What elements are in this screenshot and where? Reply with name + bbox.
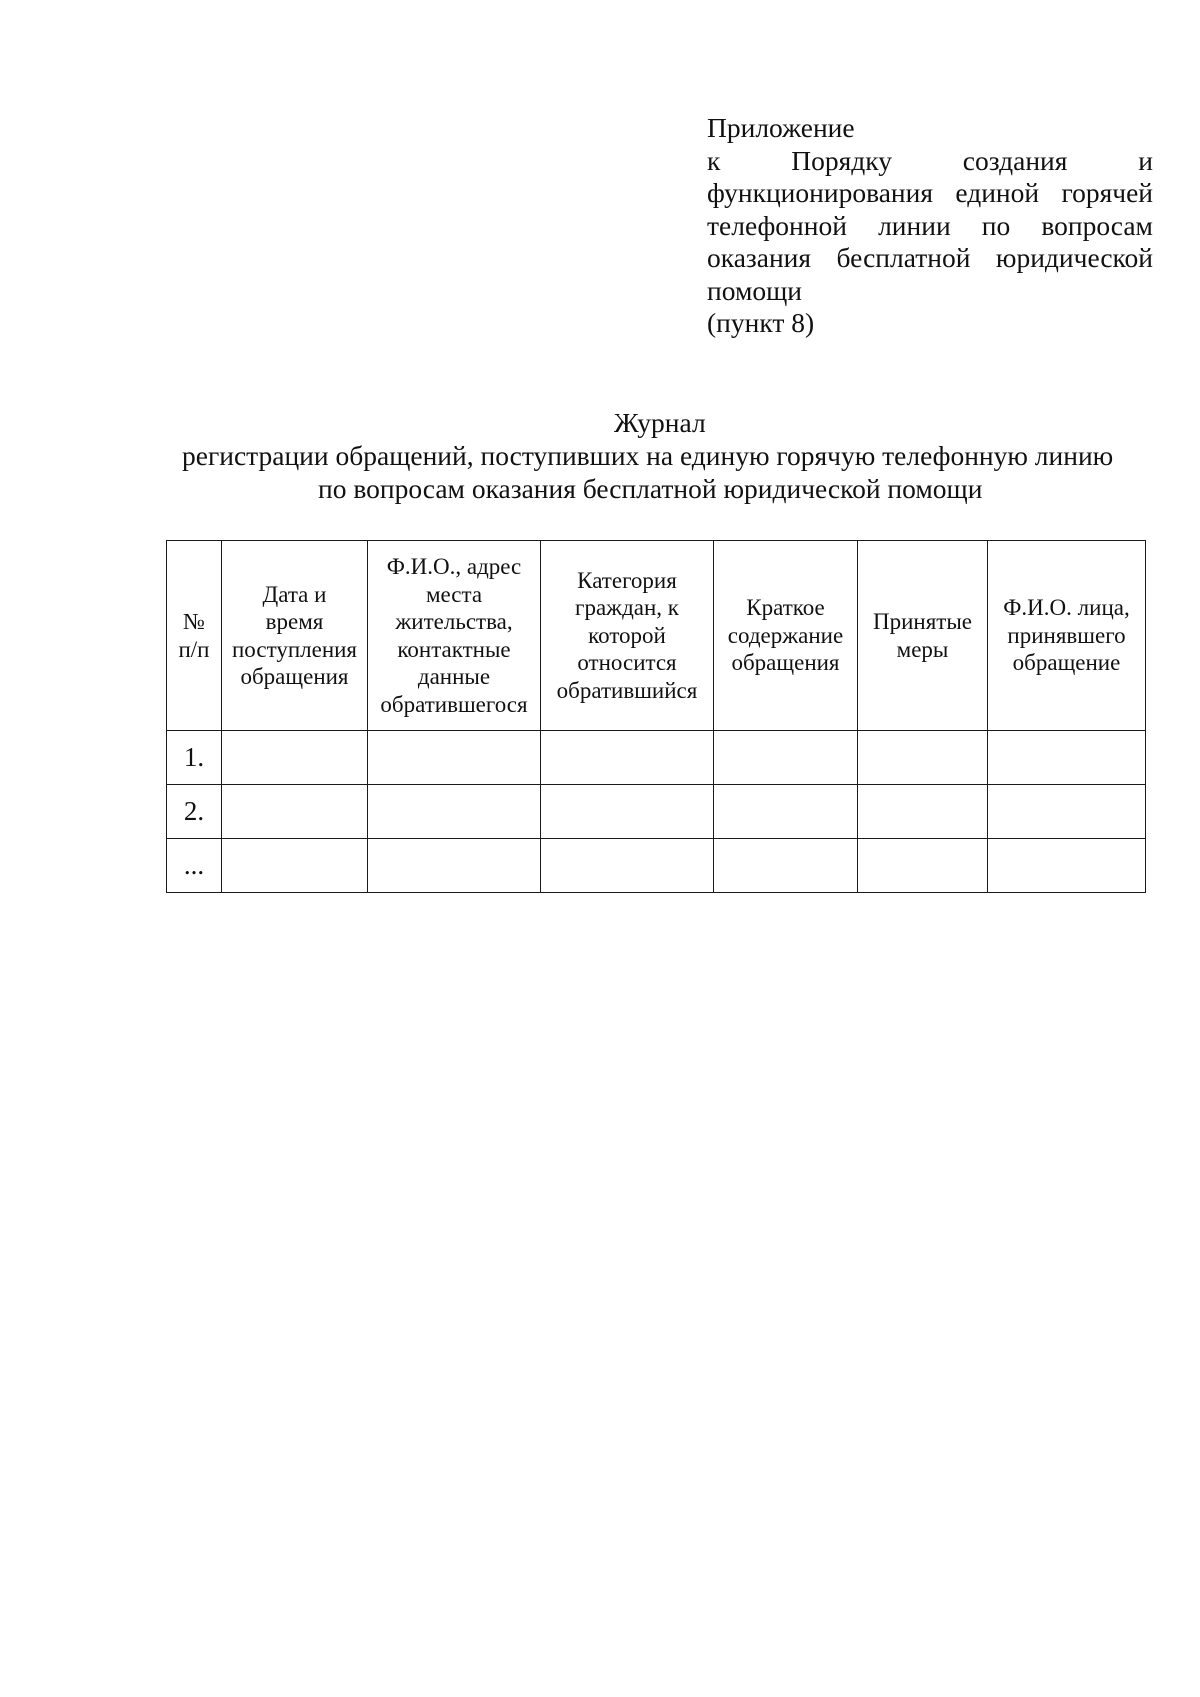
table-row (167, 839, 1146, 893)
word: линии (878, 209, 951, 241)
appendix-line-3 (707, 177, 1153, 210)
word: телефонной (707, 209, 847, 241)
header-date-time: Дата и время поступления обращения (222, 541, 368, 731)
table-cell (858, 785, 988, 839)
row-number-cell: 2. (167, 785, 222, 839)
table-cell (714, 785, 858, 839)
appendix-line-5 (707, 242, 1153, 275)
appendix-point-reference: (пункт 8) (707, 307, 815, 338)
table-cell (714, 731, 858, 785)
table-row (167, 731, 1146, 785)
journal-title: Журнал (614, 407, 706, 438)
table-row (167, 785, 1146, 839)
appendix-line-4 (707, 210, 1153, 243)
table-cell (368, 839, 541, 893)
table-body (167, 731, 1146, 893)
table-cell (988, 839, 1146, 893)
word: оказания (707, 242, 812, 273)
table-cell (222, 785, 368, 839)
table-cell (858, 731, 988, 785)
appendix-title: Приложение (707, 112, 855, 143)
header-number: № п/п (167, 541, 222, 731)
header-measures-taken: Принятые меры (858, 541, 988, 731)
table-cell (541, 731, 714, 785)
appendix-line-2 (707, 145, 1153, 178)
appendix-line-6: помощи (707, 274, 802, 306)
table-cell (541, 785, 714, 839)
registration-table (166, 540, 1146, 893)
table-cell (222, 731, 368, 785)
word: вопросам (1041, 209, 1153, 241)
header-citizen-category: Категория граждан, к которой относится обратившийся (541, 541, 714, 731)
table-header-row (167, 541, 1146, 731)
word: по (981, 209, 1011, 241)
word: и (1138, 144, 1153, 176)
word: функционирования (707, 177, 933, 208)
word: Порядку (791, 144, 892, 176)
table-cell (858, 839, 988, 893)
word: бесплатной (836, 242, 971, 273)
table-cell (988, 785, 1146, 839)
journal-subtitle-line-1: регистрации обращений, поступивших на единую горячую телефонную линию (182, 440, 1114, 471)
table-cell (541, 839, 714, 893)
row-number-cell: 1. (167, 731, 222, 785)
word: единой (955, 177, 1040, 208)
word: горячей (1061, 177, 1153, 208)
header-summary: Краткое содержание обращения (714, 541, 858, 731)
header-full-name-address: Ф.И.О., адрес места жительства, контактные данные обратившегося (368, 541, 541, 731)
word: к (707, 144, 721, 176)
header-receiver-name: Ф.И.О. лица, принявшего обращение (988, 541, 1146, 731)
table-cell (988, 731, 1146, 785)
table-cell (368, 785, 541, 839)
table-cell (714, 839, 858, 893)
appendix-block (707, 112, 1153, 340)
word: создания (962, 144, 1068, 176)
table-cell (222, 839, 368, 893)
journal-subtitle-line-2: по вопросам оказания бесплатной юридической помощи (318, 473, 983, 504)
row-number-cell: ... (167, 839, 222, 893)
word: юридической (995, 242, 1153, 273)
table-cell (368, 731, 541, 785)
